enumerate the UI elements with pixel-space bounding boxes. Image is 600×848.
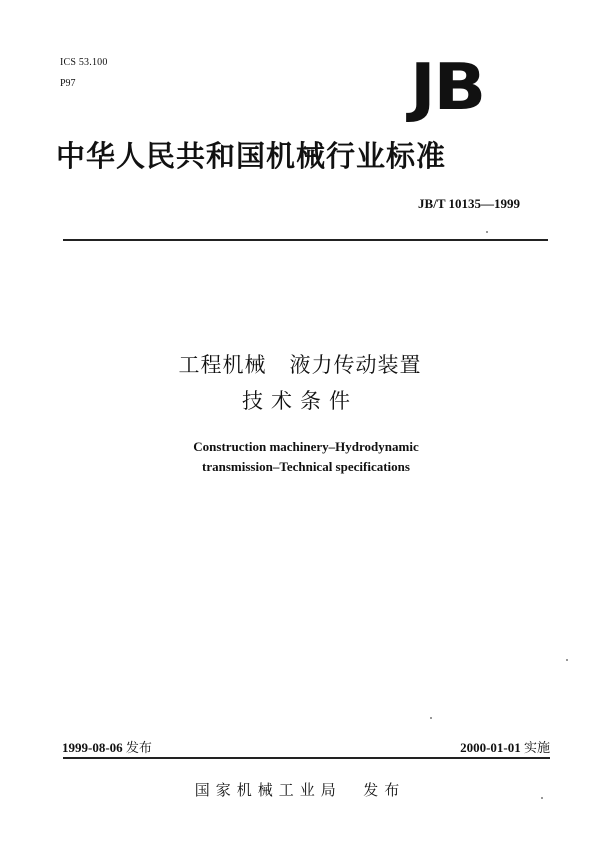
scan-speck bbox=[541, 797, 543, 799]
chinese-title-line-2: 技术条件 bbox=[242, 389, 358, 413]
header-divider bbox=[63, 239, 548, 241]
impl-date-value: 2000-01-01 bbox=[460, 740, 521, 755]
implementation-date bbox=[436, 737, 550, 756]
classification-code: P97 bbox=[60, 78, 76, 89]
jb-logo: JB bbox=[410, 51, 485, 125]
impl-label: 实施 bbox=[523, 741, 550, 756]
chinese-title-line-1: 工程机械 液力传动装置 bbox=[178, 353, 422, 377]
scan-speck bbox=[430, 717, 432, 719]
scan-speck bbox=[566, 659, 568, 661]
footer-divider bbox=[63, 757, 550, 759]
english-title-line-2: transmission–Technical specifications bbox=[202, 459, 410, 474]
english-title-line-1: Construction machinery–Hydrodynamic bbox=[193, 439, 419, 454]
organization-title: 中华人民共和国机械行业标准 bbox=[56, 139, 447, 173]
issuer: 国家机械工业局 发布 bbox=[194, 781, 406, 799]
issue-date bbox=[62, 737, 152, 756]
scan-speck bbox=[486, 231, 488, 233]
issue-date-value: 1999-08-06 bbox=[62, 740, 123, 755]
issue-label: 发布 bbox=[125, 741, 152, 756]
standard-number: JB/T 10135—1999 bbox=[418, 196, 520, 211]
ics-code: ICS 53.100 bbox=[60, 57, 108, 68]
